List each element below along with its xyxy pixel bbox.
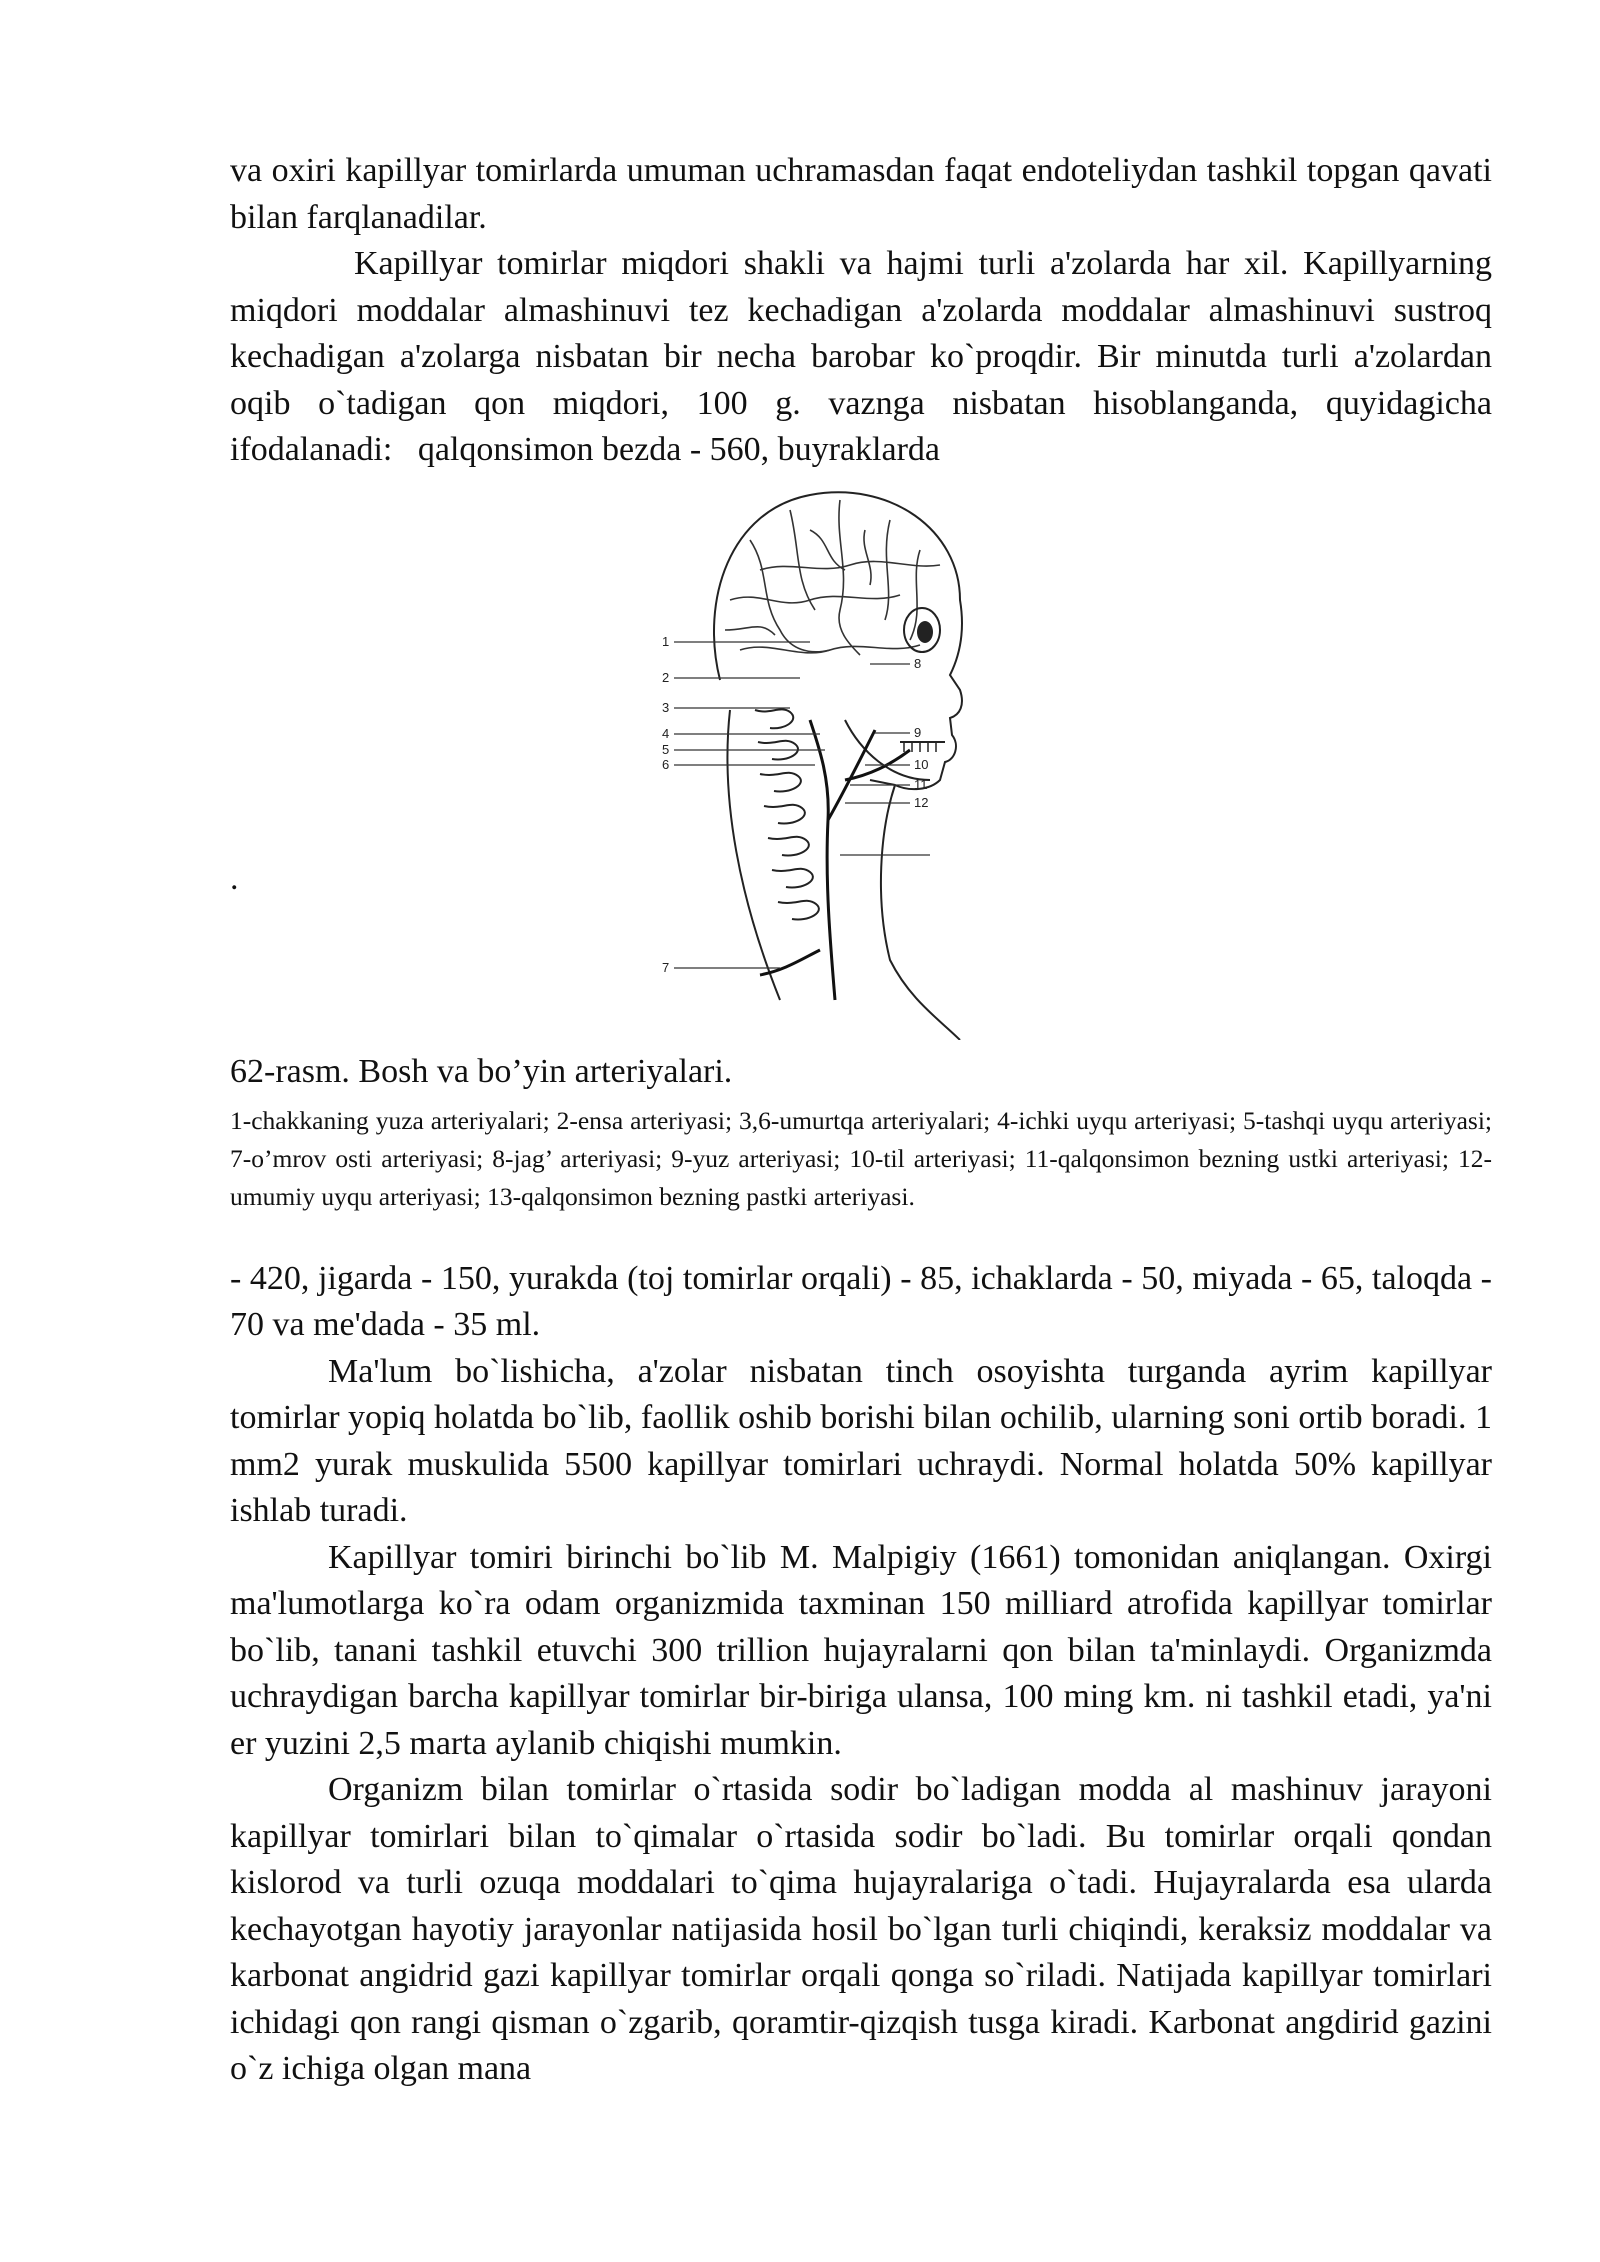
paragraph-5: Kapillyar tomiri birinchi bo`lib M. Malpigiy (1661) tomonidan aniqlangan. Oxirgi ma'lumotlarga ko`ra odam organizmida taxminan 150 milliard atrofida kapillyar tomirlar bo`lib, tanani tashkil etuvchi 300 trillion hujayralarni qon bilan ta'minlaydi. Organizmda uchraydigan barcha kapillyar tomirlar bir-biriga ulansa, 100 ming km. ni tashkil etadi, ya'ni er yuzini 2,5 marta aylanib chiqishi mumkin. bbox=[230, 1538, 1492, 1762]
label-5: 5 bbox=[662, 741, 670, 757]
label-9: 9 bbox=[914, 724, 922, 740]
paragraph-2-tail: qalqonsimon bezda - 560, buyraklarda bbox=[417, 431, 941, 468]
label-11: 11 bbox=[914, 776, 928, 792]
paragraph-3: - 420, jigarda - 150, yurakda (toj tomirlar orqali) - 85, ichaklarda - 50, miyada - 65, taloqda - 70 va me'dada - 35 ml. bbox=[230, 1259, 1492, 1343]
cervical-spine bbox=[755, 709, 819, 919]
paragraph-6: Organizm bilan tomirlar o`rtasida sodir bo`ladigan modda al mashinuv jarayoni kapillyar tomirlari bilan to`qimalar o`rtasida sodir bo`ladi. Bu tomirlar orqali qondan kislorod va turli ozuqa moddalari to`qima hujayralariga o`tadi. Hujayralarda esa ularda kechayotgan hayotiy jarayonlar natijasida hosil bo`lgan turli chiqindi, keraksiz moddalar va karbonat angidrid gazi kapillyar tomirlar orqali qonga so`riladi. Natijada kapillyar tomirlari ichidagi qon rangi qisman o`zgarib, qoramtir-qizqish tusga kiradi. Karbonat angdirid gazini o`z ichiga olgan mana bbox=[230, 1771, 1492, 2087]
label-3: 3 bbox=[662, 699, 670, 715]
paragraph-4: Ma'lum bo`lishicha, a'zolar nisbatan tinch osoyishta turganda ayrim kapillyar tomirlar yopiq holatda bo`lib, faollik oshib borishi bilan ochilib, ularning soni ortib boradi. 1 mm2 yurak muskulida 5500 kapillyar tomirlari uchraydi. Normal holatda 50% kapillyar ishlab turadi. bbox=[230, 1352, 1492, 1529]
carotid-arteries bbox=[760, 720, 910, 1000]
label-1: 1 bbox=[662, 633, 670, 649]
stray-dot: . bbox=[230, 859, 239, 897]
figure-62 bbox=[230, 480, 1492, 1050]
jaw bbox=[845, 720, 945, 780]
figure-caption-legend: 1-chakkaning yuza arteriyalari; 2-ensa arteriyasi; 3,6-umurtqa arteriyalari; 4-ichki uyqu arteriyasi; 5-tashqi uyqu arteriyasi; 7-o’mrov osti arteriyasi; 8-jag’ arteriyasi; 9-yuz arteriyasi; 10-til arteriyasi; 11-qalqonsimon bezning ustki arteriyasi; 12-umumiy uyqu arteriyasi; 13-qalqonsimon bezning pastki arteriyasi. bbox=[230, 1105, 1492, 1211]
cranial-vessels bbox=[725, 500, 940, 655]
label-8: 8 bbox=[914, 655, 922, 671]
head-neck-arteries-illustration bbox=[660, 480, 1000, 1040]
label-7: 7 bbox=[662, 959, 670, 975]
paragraph-2 bbox=[230, 241, 1492, 474]
label-4: 4 bbox=[662, 725, 670, 741]
paragraph-1: va oxiri kapillyar tomirlarda umuman uchramasdan faqat endoteliydan tashkil topgan qavati bilan farqlanadilar. bbox=[230, 152, 1492, 236]
label-12: 12 bbox=[914, 794, 929, 810]
label-2: 2 bbox=[662, 669, 670, 685]
paragraph-2-text: Kapillyar tomirlar miqdori shakli va hajmi turli a'zolarda har xil. Kapillyarning miqdori moddalar almashinuvi tez kechadigan a'zolarda moddalar almashinuvi sustroq kechadigan a'zolarga nisbatan bir necha barobar ko`proqdir. Bir minutda turli a'zolardan oqib o`tadigan qon miqdori, 100 g. vaznga nisbatan hisoblanganda, quyidagicha ifodalanadi: bbox=[230, 245, 1492, 468]
label-10: 10 bbox=[914, 756, 929, 772]
document-page bbox=[230, 148, 1492, 2093]
figure-caption-title: 62-rasm. Bosh va bo’yin arteriyalari. bbox=[230, 1052, 733, 1090]
label-6: 6 bbox=[662, 756, 670, 772]
